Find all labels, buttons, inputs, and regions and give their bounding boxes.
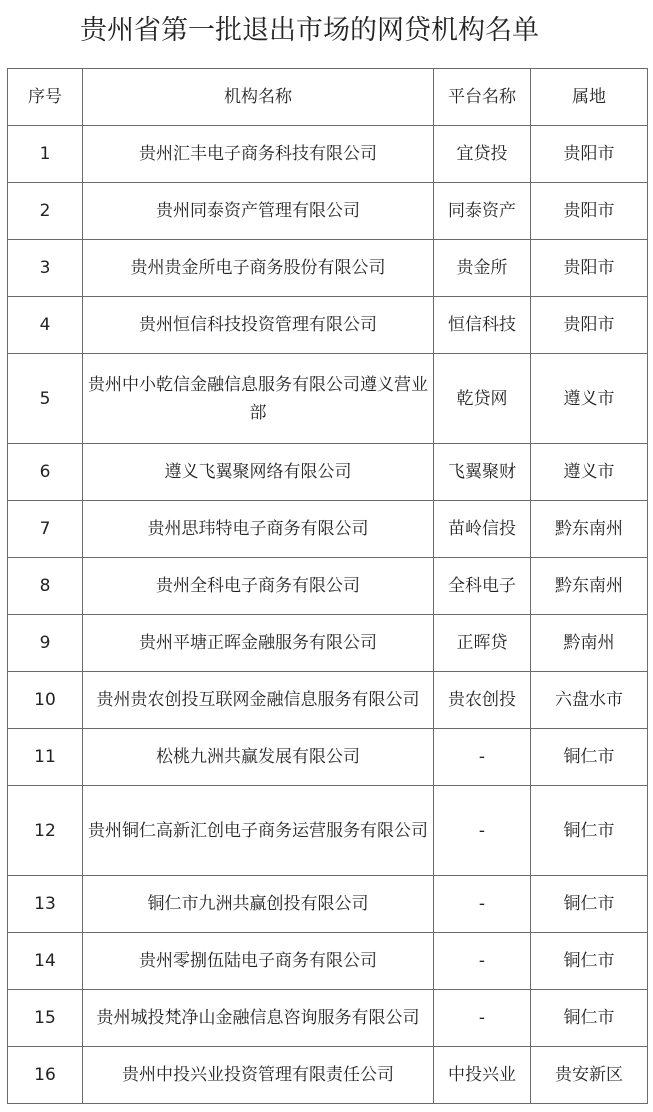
cell-org-name: 贵州城投梵净山金融信息咨询服务有限公司 xyxy=(83,990,434,1047)
cell-platform-name: 正晖贷 xyxy=(434,615,531,672)
cell-org-name: 贵州贵金所电子商务股份有限公司 xyxy=(83,240,434,297)
table-row xyxy=(8,126,648,183)
table-row xyxy=(8,444,648,501)
cell-org-name: 贵州同泰资产管理有限公司 xyxy=(83,183,434,240)
table-row xyxy=(8,297,648,354)
cell-platform-name: - xyxy=(434,729,531,786)
table-row xyxy=(8,354,648,444)
cell-region: 贵阳市 xyxy=(531,240,648,297)
cell-platform-name: 贵农创投 xyxy=(434,672,531,729)
cell-org-name: 贵州零捌伍陆电子商务有限公司 xyxy=(83,933,434,990)
table-row xyxy=(8,933,648,990)
cell-org-name: 贵州思玮特电子商务有限公司 xyxy=(83,501,434,558)
cell-org-name: 遵义飞翼聚网络有限公司 xyxy=(83,444,434,501)
header-index: 序号 xyxy=(8,69,83,126)
cell-org-name: 松桃九洲共赢发展有限公司 xyxy=(83,729,434,786)
cell-platform-name: - xyxy=(434,933,531,990)
table-row xyxy=(8,990,648,1047)
cell-region: 黔东南州 xyxy=(531,558,648,615)
cell-region: 贵阳市 xyxy=(531,183,648,240)
cell-index: 8 xyxy=(8,558,83,615)
cell-region: 铜仁市 xyxy=(531,990,648,1047)
cell-platform-name: 宜贷投 xyxy=(434,126,531,183)
cell-org-name: 贵州全科电子商务有限公司 xyxy=(83,558,434,615)
table-row xyxy=(8,786,648,876)
table-row xyxy=(8,876,648,933)
cell-region: 遵义市 xyxy=(531,444,648,501)
cell-platform-name: 同泰资产 xyxy=(434,183,531,240)
cell-region: 遵义市 xyxy=(531,354,648,444)
cell-index: 15 xyxy=(8,990,83,1047)
header-org-name: 机构名称 xyxy=(83,69,434,126)
cell-platform-name: 乾贷网 xyxy=(434,354,531,444)
cell-region: 铜仁市 xyxy=(531,729,648,786)
cell-index: 5 xyxy=(8,354,83,444)
table-row xyxy=(8,558,648,615)
cell-org-name: 铜仁市九洲共赢创投有限公司 xyxy=(83,876,434,933)
cell-org-name: 贵州汇丰电子商务科技有限公司 xyxy=(83,126,434,183)
cell-platform-name: 贵金所 xyxy=(434,240,531,297)
table-row xyxy=(8,729,648,786)
cell-region: 贵阳市 xyxy=(531,297,648,354)
table-row xyxy=(8,1047,648,1104)
institution-table xyxy=(7,68,648,1104)
cell-index: 3 xyxy=(8,240,83,297)
cell-index: 6 xyxy=(8,444,83,501)
cell-index: 16 xyxy=(8,1047,83,1104)
table-row xyxy=(8,240,648,297)
cell-platform-name: - xyxy=(434,990,531,1047)
cell-index: 7 xyxy=(8,501,83,558)
cell-platform-name: 苗岭信投 xyxy=(434,501,531,558)
cell-region: 六盘水市 xyxy=(531,672,648,729)
cell-org-name: 贵州中小乾信金融信息服务有限公司遵义营业部 xyxy=(83,354,434,444)
cell-org-name: 贵州平塘正晖金融服务有限公司 xyxy=(83,615,434,672)
cell-region: 黔东南州 xyxy=(531,501,648,558)
header-platform-name: 平台名称 xyxy=(434,69,531,126)
cell-region: 铜仁市 xyxy=(531,933,648,990)
page-title: 贵州省第一批退出市场的网贷机构名单 xyxy=(80,15,539,46)
cell-index: 1 xyxy=(8,126,83,183)
cell-index: 14 xyxy=(8,933,83,990)
cell-index: 4 xyxy=(8,297,83,354)
cell-region: 贵阳市 xyxy=(531,126,648,183)
cell-region: 铜仁市 xyxy=(531,786,648,876)
cell-platform-name: 恒信科技 xyxy=(434,297,531,354)
cell-org-name: 贵州恒信科技投资管理有限公司 xyxy=(83,297,434,354)
cell-index: 10 xyxy=(8,672,83,729)
table-row xyxy=(8,501,648,558)
cell-region: 贵安新区 xyxy=(531,1047,648,1104)
cell-index: 11 xyxy=(8,729,83,786)
cell-index: 12 xyxy=(8,786,83,876)
cell-platform-name: 全科电子 xyxy=(434,558,531,615)
cell-platform-name: - xyxy=(434,786,531,876)
table-header-row xyxy=(8,69,648,126)
cell-index: 13 xyxy=(8,876,83,933)
cell-org-name: 贵州中投兴业投资管理有限责任公司 xyxy=(83,1047,434,1104)
cell-platform-name: 中投兴业 xyxy=(434,1047,531,1104)
cell-region: 铜仁市 xyxy=(531,876,648,933)
table-row xyxy=(8,183,648,240)
cell-index: 2 xyxy=(8,183,83,240)
cell-org-name: 贵州贵农创投互联网金融信息服务有限公司 xyxy=(83,672,434,729)
cell-org-name: 贵州铜仁高新汇创电子商务运营服务有限公司 xyxy=(83,786,434,876)
table-row xyxy=(8,615,648,672)
cell-platform-name: 飞翼聚财 xyxy=(434,444,531,501)
header-region: 属地 xyxy=(531,69,648,126)
table-row xyxy=(8,672,648,729)
cell-index: 9 xyxy=(8,615,83,672)
cell-platform-name: - xyxy=(434,876,531,933)
cell-region: 黔南州 xyxy=(531,615,648,672)
